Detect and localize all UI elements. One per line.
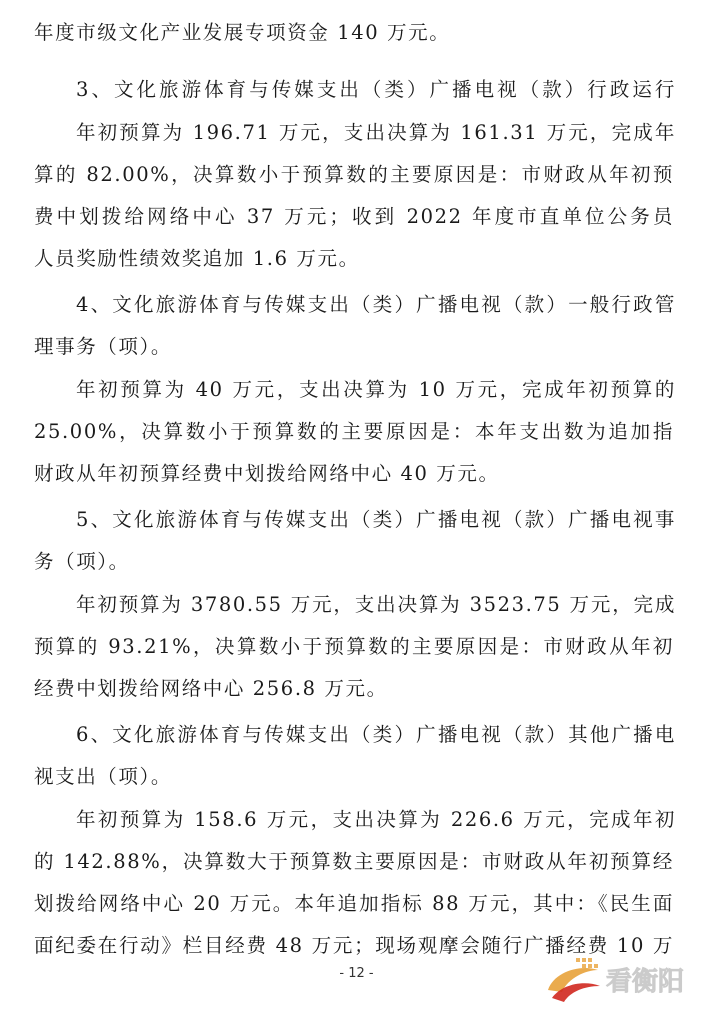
section-heading-6: 6、文化旅游体育与传媒支出（类）广播电视（款）其他广播电 [76,723,676,746]
watermark-emblem-icon [548,958,600,1002]
paragraph-line: 预算的 93.21%，决算数小于预算数的主要原因是：市财政从年初 [34,635,674,658]
section-heading-4: 4、文化旅游体育与传媒支出（类）广播电视（款）一般行政管 [76,293,676,316]
page-number: - 12 - [339,966,374,981]
section-heading-3: 3、文化旅游体育与传媒支出（类）广播电视（款）行政运行 [76,78,676,101]
paragraph-line: 年初预算为 40 万元，支出决算为 10 万元，完成年初预算的 [76,378,676,401]
paragraph-line: 经费中划拨给网络中心 256.8 万元。 [34,677,388,700]
watermark-text: 看衡阳 [606,967,685,997]
paragraph-line: 划拨给网络中心 20 万元。本年追加指标 88 万元，其中：《民生面 [34,892,674,915]
paragraph-line: 年初预算为 196.71 万元，支出决算为 161.31 万元，完成年 [76,121,676,144]
paragraph-line: 年初预算为 3780.55 万元，支出决算为 3523.75 万元，完成 [76,593,676,616]
paragraph-line: 面纪委在行动》栏目经费 48 万元；现场观摩会随行广播经费 10 万 [34,934,674,957]
section-heading-5: 5、文化旅游体育与传媒支出（类）广播电视（款）广播电视事 [76,508,676,531]
paragraph-line: 年初预算为 158.6 万元，支出决算为 226.6 万元，完成年初 [76,808,676,831]
paragraph-line: 25.00%，决算数小于预算数的主要原因是：本年支出数为追加指 [34,420,674,443]
section-heading-6-cont: 视支出（项）。 [34,765,172,788]
paragraph-line: 人员奖励性绩效奖追加 1.6 万元。 [34,247,360,270]
section-heading-4-cont: 理事务（项）。 [34,335,172,358]
paragraph-line: 财政从年初预算经费中划拨给网络中心 40 万元。 [34,462,500,485]
paragraph-line: 的 142.88%，决算数大于预算数主要原因是：市财政从年初预算经 [34,850,674,873]
watermark-logo [540,950,710,1006]
paragraph-line: 算的 82.00%，决算数小于预算数的主要原因是：市财政从年初预 [34,163,674,186]
section-heading-5-cont: 务（项）。 [34,550,130,573]
text-line: 年度市级文化产业发展专项资金 140 万元。 [34,21,451,44]
paragraph-line: 费中划拨给网络中心 37 万元；收到 2022 年度市直单位公务员 [34,205,674,228]
